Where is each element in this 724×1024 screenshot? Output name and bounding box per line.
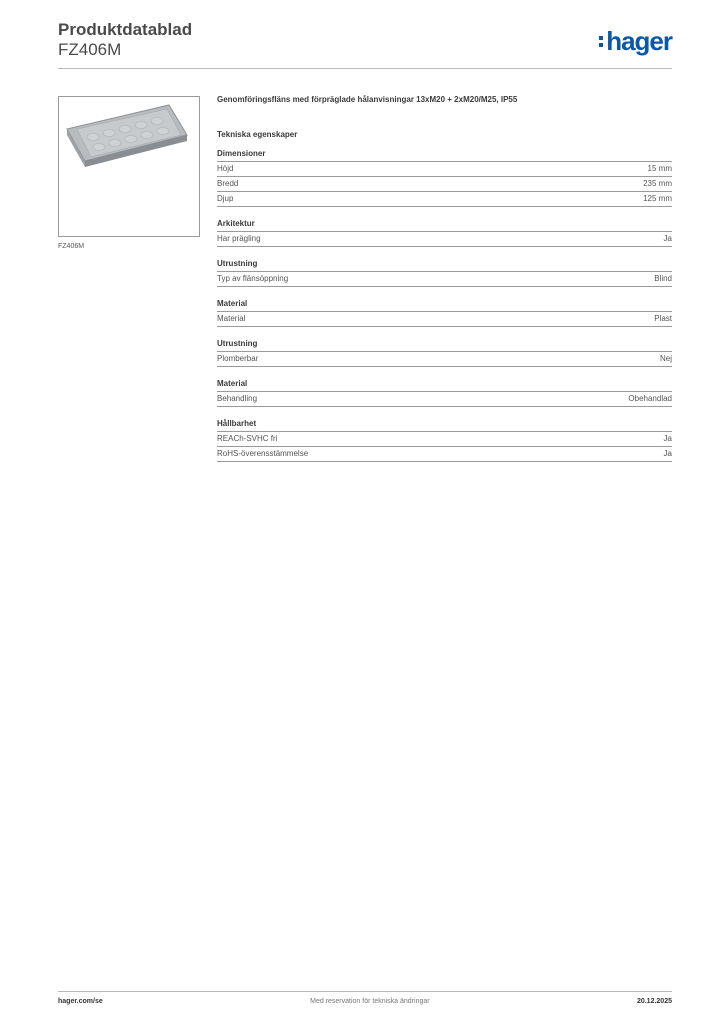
property-value: 235 mm [643, 179, 672, 188]
property-group-dimensions [217, 149, 672, 207]
property-value: Ja [663, 434, 672, 443]
property-label: REACh-SVHC fri [217, 434, 278, 443]
property-row [217, 432, 672, 447]
website-link[interactable]: hager.com/se [58, 998, 103, 1005]
group-title: Dimensioner [217, 149, 672, 162]
property-row [217, 352, 672, 367]
property-group-sustainability [217, 419, 672, 462]
property-group-equipment [217, 259, 672, 287]
group-title: Material [217, 299, 672, 312]
properties-heading: Tekniska egenskaper [217, 130, 298, 139]
property-value: Ja [663, 449, 672, 458]
page-header [58, 20, 672, 70]
logo-dots-icon [599, 36, 603, 47]
property-label: Höjd [217, 164, 234, 173]
property-row [217, 177, 672, 192]
property-label: Djup [217, 194, 234, 203]
cable-flange-plate-icon [59, 97, 199, 236]
group-title: Material [217, 379, 672, 392]
hager-logo [599, 28, 672, 54]
property-row [217, 232, 672, 247]
property-value: Obehandlad [628, 394, 672, 403]
property-label: Plomberbar [217, 354, 259, 363]
property-label: Material [217, 314, 246, 323]
page-footer [58, 998, 672, 1005]
property-value: 125 mm [643, 194, 672, 203]
property-row [217, 447, 672, 462]
property-label: Bredd [217, 179, 239, 188]
footer-disclaimer: Med reservation för tekniska ändringar [310, 998, 430, 1005]
property-row [217, 392, 672, 407]
footer-divider [58, 991, 672, 992]
property-label: Typ av flänsöppning [217, 274, 289, 283]
property-row [217, 272, 672, 287]
document-title: Produktdatablad [58, 20, 193, 39]
property-row [217, 192, 672, 207]
product-image [58, 96, 200, 237]
product-details [217, 95, 672, 462]
property-label: Behandling [217, 394, 258, 403]
product-description: Genomföringsfläns med förpräglade hålanvisningar 13xM20 + 2xM20/M25, IP55 [217, 95, 518, 104]
group-title: Utrustning [217, 259, 672, 272]
group-title: Arkitektur [217, 219, 672, 232]
product-code: FZ406M [58, 40, 122, 59]
property-label: RoHS-överensstämmelse [217, 449, 309, 458]
property-label: Har prägling [217, 234, 261, 243]
property-row [217, 162, 672, 177]
group-title: Hållbarhet [217, 419, 672, 432]
header-divider [58, 68, 672, 69]
group-title: Utrustning [217, 339, 672, 352]
logo-text: hager [606, 26, 672, 56]
property-value: Blind [654, 274, 672, 283]
property-value: Plast [654, 314, 672, 323]
property-group-equipment-2 [217, 339, 672, 367]
property-value: Nej [659, 354, 672, 363]
footer-date: 20.12.2025 [636, 998, 672, 1005]
image-caption: FZ406M [58, 243, 85, 250]
property-group-material [217, 299, 672, 327]
property-value: Ja [663, 234, 672, 243]
property-group-material-2 [217, 379, 672, 407]
property-group-architecture [217, 219, 672, 247]
property-value: 15 mm [647, 164, 672, 173]
property-row [217, 312, 672, 327]
